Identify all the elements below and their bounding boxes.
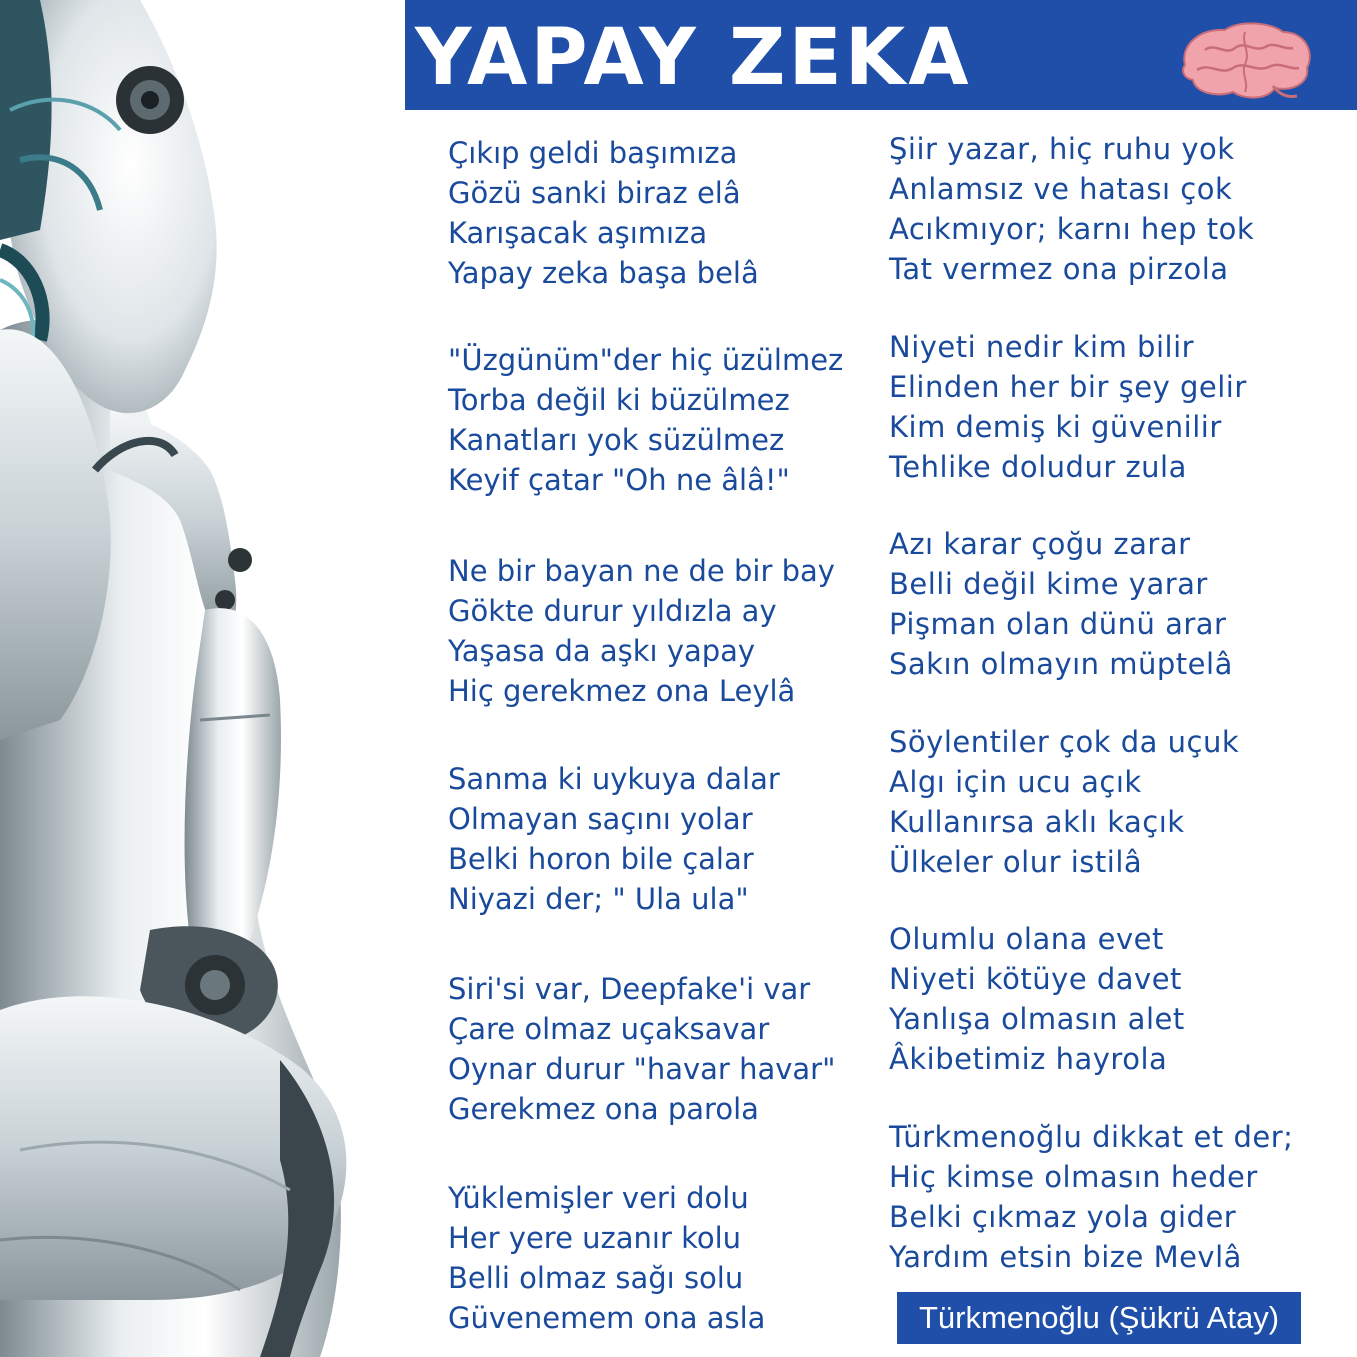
verse-line: Söylentiler çok da uçuk — [889, 725, 1240, 759]
right-stanza-3 — [889, 524, 1233, 684]
verse-line: Olmayan saçını yolar — [448, 802, 753, 836]
verse-line: Kim demiş ki güvenilir — [889, 410, 1222, 444]
verse-line: Belli olmaz sağı solu — [448, 1261, 744, 1295]
verse-line: Gerekmez ona parola — [448, 1092, 759, 1126]
verse-line: Çıkıp geldi başımıza — [448, 136, 738, 170]
verse-line: Niyeti kötüye davet — [889, 962, 1182, 996]
verse-line: Çare olmaz uçaksavar — [448, 1012, 770, 1046]
verse-line: Yanlışa olmasın alet — [889, 1002, 1185, 1036]
verse-line: Oynar durur "havar havar" — [448, 1052, 836, 1086]
right-stanza-1 — [889, 129, 1254, 289]
verse-line: Niyeti nedir kim bilir — [889, 330, 1195, 364]
title-banner — [405, 0, 1357, 110]
verse-line: "Üzgünüm"der hiç üzülmez — [448, 343, 844, 377]
right-stanza-6 — [889, 1117, 1293, 1277]
verse-line: Elinden her bir şey gelir — [889, 370, 1247, 404]
verse-line: Tat vermez ona pirzola — [889, 252, 1229, 286]
verse-line: Belli değil kime yarar — [889, 567, 1208, 601]
verse-line: Her yere uzanır kolu — [448, 1221, 742, 1255]
page-title: YAPAY ZEKA — [415, 13, 972, 103]
verse-line: Karışacak aşımıza — [448, 216, 708, 250]
verse-line: Ne bir bayan ne de bir bay — [448, 554, 835, 588]
verse-line: Niyazi der; " Ula ula" — [448, 882, 749, 916]
verse-line: Keyif çatar "Oh ne âlâ!" — [448, 463, 790, 497]
verse-line: Sakın olmayın müptelâ — [889, 647, 1233, 681]
verse-line: Türkmenoğlu dikkat et der; — [889, 1120, 1294, 1154]
verse-line: Acıkmıyor; karnı hep tok — [889, 212, 1255, 246]
right-stanza-5 — [889, 919, 1185, 1079]
left-stanza-6 — [448, 1178, 765, 1338]
verse-line: Kanatları yok süzülmez — [448, 423, 785, 457]
verse-line: Sanma ki uykuya dalar — [448, 762, 780, 796]
verse-line: Yapay zeka başa belâ — [448, 256, 759, 290]
verse-line: Torba değil ki büzülmez — [448, 383, 790, 417]
left-stanza-3 — [448, 551, 835, 711]
left-stanza-2 — [448, 340, 843, 500]
left-stanza-4 — [448, 759, 780, 919]
left-stanza-5 — [448, 969, 835, 1129]
verse-line: Olumlu olana evet — [889, 922, 1164, 956]
left-stanza-1 — [448, 133, 759, 293]
verse-line: Azı karar çoğu zarar — [889, 527, 1191, 561]
robot-thinker-illustration — [0, 0, 405, 1357]
verse-line: Ülkeler olur istilâ — [889, 845, 1143, 879]
author-signature: Türkmenoğlu (Şükrü Atay) — [897, 1292, 1301, 1344]
right-stanza-4 — [889, 722, 1239, 882]
verse-line: Belki çıkmaz yola gider — [889, 1200, 1237, 1234]
verse-line: Pişman olan dünü arar — [889, 607, 1227, 641]
verse-line: Yardım etsin bize Mevlâ — [889, 1240, 1242, 1274]
verse-line: Anlamsız ve hatası çok — [889, 172, 1233, 206]
right-stanza-2 — [889, 327, 1247, 487]
verse-line: Yaşasa da aşkı yapay — [448, 634, 756, 668]
verse-line: Hiç gerekmez ona Leylâ — [448, 674, 796, 708]
verse-line: Yüklemişler veri dolu — [448, 1181, 749, 1215]
verse-line: Tehlike doludur zula — [889, 450, 1187, 484]
verse-line: Güvenemem ona asla — [448, 1301, 766, 1335]
verse-line: Belki horon bile çalar — [448, 842, 754, 876]
verse-line: Kullanırsa aklı kaçık — [889, 805, 1185, 839]
verse-line: Hiç kimse olmasın heder — [889, 1160, 1258, 1194]
verse-line: Şiir yazar, hiç ruhu yok — [889, 132, 1235, 166]
verse-line: Âkibetimiz hayrola — [889, 1042, 1168, 1076]
verse-line: Gökte durur yıldızla ay — [448, 594, 777, 628]
brain-icon — [1175, 20, 1315, 100]
verse-line: Siri'si var, Deepfake'i var — [448, 972, 811, 1006]
verse-line: Gözü sanki biraz elâ — [448, 176, 741, 210]
verse-line: Algı için ucu açık — [889, 765, 1142, 799]
